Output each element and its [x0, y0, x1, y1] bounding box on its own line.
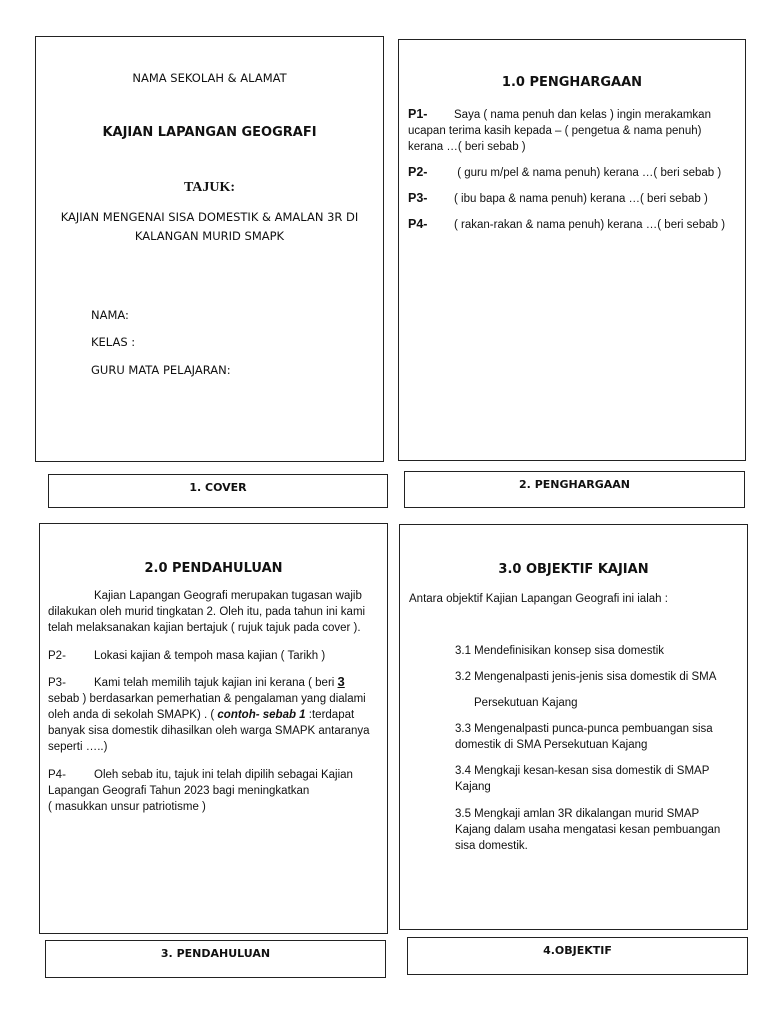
kelas-field: KELAS : [91, 335, 136, 349]
penghargaan-p2 [408, 164, 735, 181]
school-name: NAMA SEKOLAH & ALAMAT [132, 71, 287, 85]
p2-text: ( guru m/pel & nama penuh) kerana …( beri sebab ) [454, 167, 722, 179]
objektif-label [407, 937, 748, 975]
objektif-label-text: 4.OBJEKTIF [543, 944, 612, 957]
objektif-item-2 [455, 669, 727, 711]
guru-field: GURU MATA PELAJARAN: [91, 363, 231, 377]
pendahuluan-label-text: 3. PENDAHULUAN [160, 947, 271, 960]
pend-p1-c: telah melaksanakan kajian bertajuk ( rujuk tajuk pada cover ). [48, 622, 361, 634]
cover-label-text: 1. COVER [189, 481, 247, 494]
pendahuluan-p1 [48, 588, 377, 636]
penghargaan-label [404, 471, 745, 508]
pend-p1-b: dilakukan oleh murid tingkatan 2. Oleh itu, pada tahun ini kami [48, 606, 366, 618]
obj-5-c: sisa domestik. [455, 840, 528, 852]
penghargaan-heading: 1.0 PENGHARGAAN [501, 75, 643, 90]
pend-p3-d: :terdapat [305, 709, 355, 721]
p3-key: P3- [408, 191, 428, 205]
p4-key: P4- [408, 217, 428, 231]
pend-p4-a: Oleh sebab itu, tajuk ini telah dipilih sebagai Kajian [94, 769, 353, 781]
pendahuluan-panel [39, 523, 388, 934]
nama-field: NAMA: [91, 308, 129, 322]
p1-key: P1- [408, 107, 428, 121]
obj-3-a: 3.3 Mengenalpasti punca-punca pembuangan sisa [455, 723, 713, 735]
objektif-item-4 [455, 763, 727, 795]
obj-4-a: 3.4 Mengkaji kesan-kesan sisa domestik di SMAP [455, 765, 710, 777]
topic-line-1: KAJIAN MENGENAI SISA DOMESTIK & AMALAN 3R DI [60, 210, 359, 224]
pend-p3-a: Kami telah memilih tajuk kajian ini kerana ( beri [94, 677, 338, 689]
pend-p3-key: P3- [48, 677, 66, 689]
obj-5-a: 3.5 Mengkaji amlan 3R dikalangan murid SMAP [455, 808, 700, 820]
tajuk-label: TAJUK: [183, 180, 236, 195]
penghargaan-p4 [408, 216, 735, 233]
pend-p1-a: Kajian Lapangan Geografi merupakan tugasan wajib [94, 590, 362, 602]
objektif-intro: Antara objektif Kajian Lapangan Geografi ini ialah : [409, 593, 668, 605]
pendahuluan-p4 [48, 767, 377, 815]
penghargaan-p1 [408, 106, 735, 155]
penghargaan-panel [398, 39, 746, 461]
pend-p4-b: Lapangan Geografi Tahun 2023 bagi meningkatkan [48, 785, 310, 797]
pend-p3-c: oleh anda di sekolah SMAPK) . ( [48, 709, 218, 721]
pend-p3-e: banyak sisa domestik dihasilkan oleh warga SMAPK antaranya [48, 725, 370, 737]
pend-p3-b: sebab ) berdasarkan pemerhatian & pengalaman yang dialami [48, 693, 366, 705]
obj-5-b: Kajang dalam usaha mengatasi kesan pembuangan [455, 824, 721, 836]
objektif-heading: 3.0 OBJEKTIF KAJIAN [498, 562, 649, 577]
p1-text-a: Saya ( nama penuh dan kelas ) ingin merakamkan [454, 109, 711, 121]
cover-label [48, 474, 388, 508]
pendahuluan-p2 [48, 648, 377, 664]
obj-4-b: Kajang [455, 781, 491, 793]
pend-p4-c: ( masukkan unsur patriotisme ) [48, 801, 206, 813]
pendahuluan-p3 [48, 674, 377, 755]
pend-p3-f: seperti …..) [48, 741, 108, 753]
cover-panel [35, 36, 384, 462]
pendahuluan-label [45, 940, 386, 978]
objektif-item-5 [455, 806, 727, 854]
pend-p2-key: P2- [48, 650, 66, 662]
pendahuluan-heading: 2.0 PENDAHULUAN [144, 561, 283, 576]
p2-key: P2- [408, 165, 428, 179]
pend-p4-key: P4- [48, 769, 66, 781]
obj-2-a: 3.2 Mengenalpasti jenis-jenis sisa domestik di SMA [455, 671, 717, 683]
obj-2-b: Persekutuan Kajang [474, 697, 578, 709]
p1-text-c: kerana …( beri sebab ) [408, 141, 526, 153]
p1-text-b: ucapan terima kasih kepada – ( pengetua & nama penuh) [408, 125, 702, 137]
obj-3-b: domestik di SMA Persekutuan Kajang [455, 739, 648, 751]
pend-p3-num: 3 [337, 674, 345, 689]
penghargaan-label-text: 2. PENGHARGAAN [519, 478, 630, 491]
cover-title: KAJIAN LAPANGAN GEOGRAFI [102, 125, 317, 140]
cover-topic [36, 208, 383, 246]
p3-text: ( ibu bapa & nama penuh) kerana …( beri sebab ) [454, 193, 708, 205]
pend-p3-ital: contoh- sebab 1 [217, 709, 306, 721]
penghargaan-p3 [408, 190, 735, 207]
objektif-item-1: 3.1 Mendefinisikan konsep sisa domestik [455, 645, 665, 657]
pend-p2-text: Lokasi kajian & tempoh masa kajian ( Tarikh ) [94, 650, 326, 662]
topic-line-2: KALANGAN MURID SMAPK [134, 229, 285, 243]
objektif-panel [399, 524, 748, 930]
objektif-item-3 [455, 721, 727, 753]
p4-text: ( rakan-rakan & nama penuh) kerana …( beri sebab ) [454, 219, 726, 231]
